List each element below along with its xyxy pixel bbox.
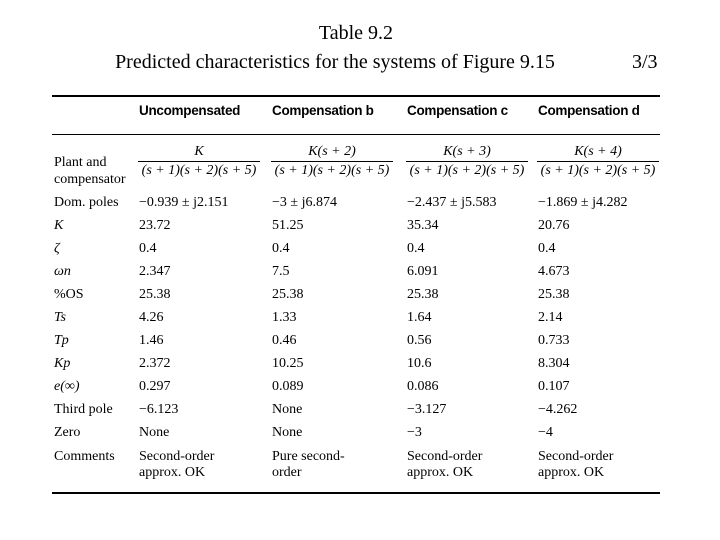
table-cell: 25.38 bbox=[272, 287, 304, 302]
transfer-function-uncompensated bbox=[137, 143, 261, 180]
table-cell: 51.25 bbox=[272, 218, 304, 233]
table-cell: 0.4 bbox=[139, 241, 157, 256]
table-cell: −3.127 bbox=[407, 402, 447, 417]
comment-line2: approx. OK bbox=[139, 465, 206, 480]
header-compensation-c: Compensation c bbox=[407, 103, 508, 118]
table-cell: 0.56 bbox=[407, 333, 432, 348]
table-cell: 2.14 bbox=[538, 310, 563, 325]
table-cell: −0.939 ± j2.151 bbox=[139, 195, 229, 210]
table-cell: 6.091 bbox=[407, 264, 439, 279]
table-cell: −2.437 ± j5.583 bbox=[407, 195, 497, 210]
row-label-plant: Plant and bbox=[54, 155, 107, 170]
row-label: %OS bbox=[54, 287, 84, 302]
table-cell: −3 ± j6.874 bbox=[272, 195, 337, 210]
row-label: Tp bbox=[54, 333, 69, 348]
table-cell: 4.26 bbox=[139, 310, 164, 325]
row-label: Zero bbox=[54, 425, 81, 440]
table-cell: 0.4 bbox=[407, 241, 425, 256]
comment-line2: approx. OK bbox=[538, 465, 605, 480]
numerator: K(s + 3) bbox=[443, 144, 491, 159]
comment-line1: Second-order bbox=[139, 449, 215, 464]
table-cell: 20.76 bbox=[538, 218, 570, 233]
table-cell: 10.25 bbox=[272, 356, 304, 371]
table-cell: 25.38 bbox=[407, 287, 439, 302]
table-cell: 7.5 bbox=[272, 264, 290, 279]
header-compensation-d: Compensation d bbox=[538, 103, 640, 118]
transfer-function-b bbox=[270, 143, 394, 180]
table-cell: None bbox=[272, 425, 303, 440]
table-caption: Predicted characteristics for the systems of Figure 9.15 bbox=[115, 51, 555, 73]
denominator: (s + 1)(s + 2)(s + 5) bbox=[540, 163, 656, 178]
transfer-function-d bbox=[536, 143, 660, 180]
row-label: Kp bbox=[54, 356, 71, 371]
numerator: K(s + 4) bbox=[574, 144, 622, 159]
table-cell: 4.673 bbox=[538, 264, 570, 279]
table-cell: 0.089 bbox=[272, 379, 304, 394]
table-cell: −1.869 ± j4.282 bbox=[538, 195, 628, 210]
top-rule bbox=[52, 95, 660, 97]
table-cell: 2.372 bbox=[139, 356, 171, 371]
row-label: e(∞) bbox=[54, 379, 80, 394]
denominator: (s + 1)(s + 2)(s + 5) bbox=[409, 163, 525, 178]
table-cell: 0.107 bbox=[538, 379, 570, 394]
page-number: 3/3 bbox=[632, 51, 658, 73]
table-cell: 0.086 bbox=[407, 379, 439, 394]
comment-line1: Second-order bbox=[407, 449, 483, 464]
header-uncompensated: Uncompensated bbox=[139, 103, 241, 118]
table-cell: 25.38 bbox=[139, 287, 171, 302]
table-cell: None bbox=[139, 425, 170, 440]
header-compensation-b: Compensation b bbox=[272, 103, 374, 118]
header-rule bbox=[52, 134, 660, 135]
table-cell: −3 bbox=[407, 425, 422, 440]
denominator: (s + 1)(s + 2)(s + 5) bbox=[274, 163, 390, 178]
table-cell: 35.34 bbox=[407, 218, 439, 233]
table-cell: −4 bbox=[538, 425, 553, 440]
table-cell: 0.46 bbox=[272, 333, 297, 348]
table-cell: 0.733 bbox=[538, 333, 570, 348]
table-cell: −6.123 bbox=[139, 402, 179, 417]
transfer-function-c bbox=[405, 143, 529, 180]
row-label: Third pole bbox=[54, 402, 113, 417]
row-label-comments: Comments bbox=[54, 449, 115, 464]
table-cell: 1.33 bbox=[272, 310, 297, 325]
table-cell: 1.46 bbox=[139, 333, 164, 348]
table-cell: 1.64 bbox=[407, 310, 432, 325]
table-cell: 23.72 bbox=[139, 218, 171, 233]
numerator: K(s + 2) bbox=[308, 144, 356, 159]
table-cell: 0.4 bbox=[538, 241, 556, 256]
table-title: Table 9.2 bbox=[318, 22, 394, 44]
table-cell: 10.6 bbox=[407, 356, 432, 371]
table-cell: 0.297 bbox=[139, 379, 171, 394]
table-cell: 2.347 bbox=[139, 264, 171, 279]
comment-line2: approx. OK bbox=[407, 465, 474, 480]
row-label: ζ bbox=[54, 241, 60, 256]
table-cell: 0.4 bbox=[272, 241, 290, 256]
row-label-compensator: compensator bbox=[54, 172, 126, 187]
row-label: Dom. poles bbox=[54, 195, 119, 210]
table-cell: None bbox=[272, 402, 303, 417]
numerator: K bbox=[194, 144, 204, 159]
denominator: (s + 1)(s + 2)(s + 5) bbox=[141, 163, 257, 178]
comment-line2: order bbox=[272, 465, 302, 480]
table-cell: −4.262 bbox=[538, 402, 578, 417]
table-cell: 25.38 bbox=[538, 287, 570, 302]
row-label: Ts bbox=[54, 310, 66, 325]
row-label: ωn bbox=[54, 264, 71, 279]
comment-line1: Pure second- bbox=[272, 449, 345, 464]
comment-line1: Second-order bbox=[538, 449, 614, 464]
table-cell: 8.304 bbox=[538, 356, 570, 371]
row-label: K bbox=[54, 218, 64, 233]
bottom-rule bbox=[52, 492, 660, 494]
